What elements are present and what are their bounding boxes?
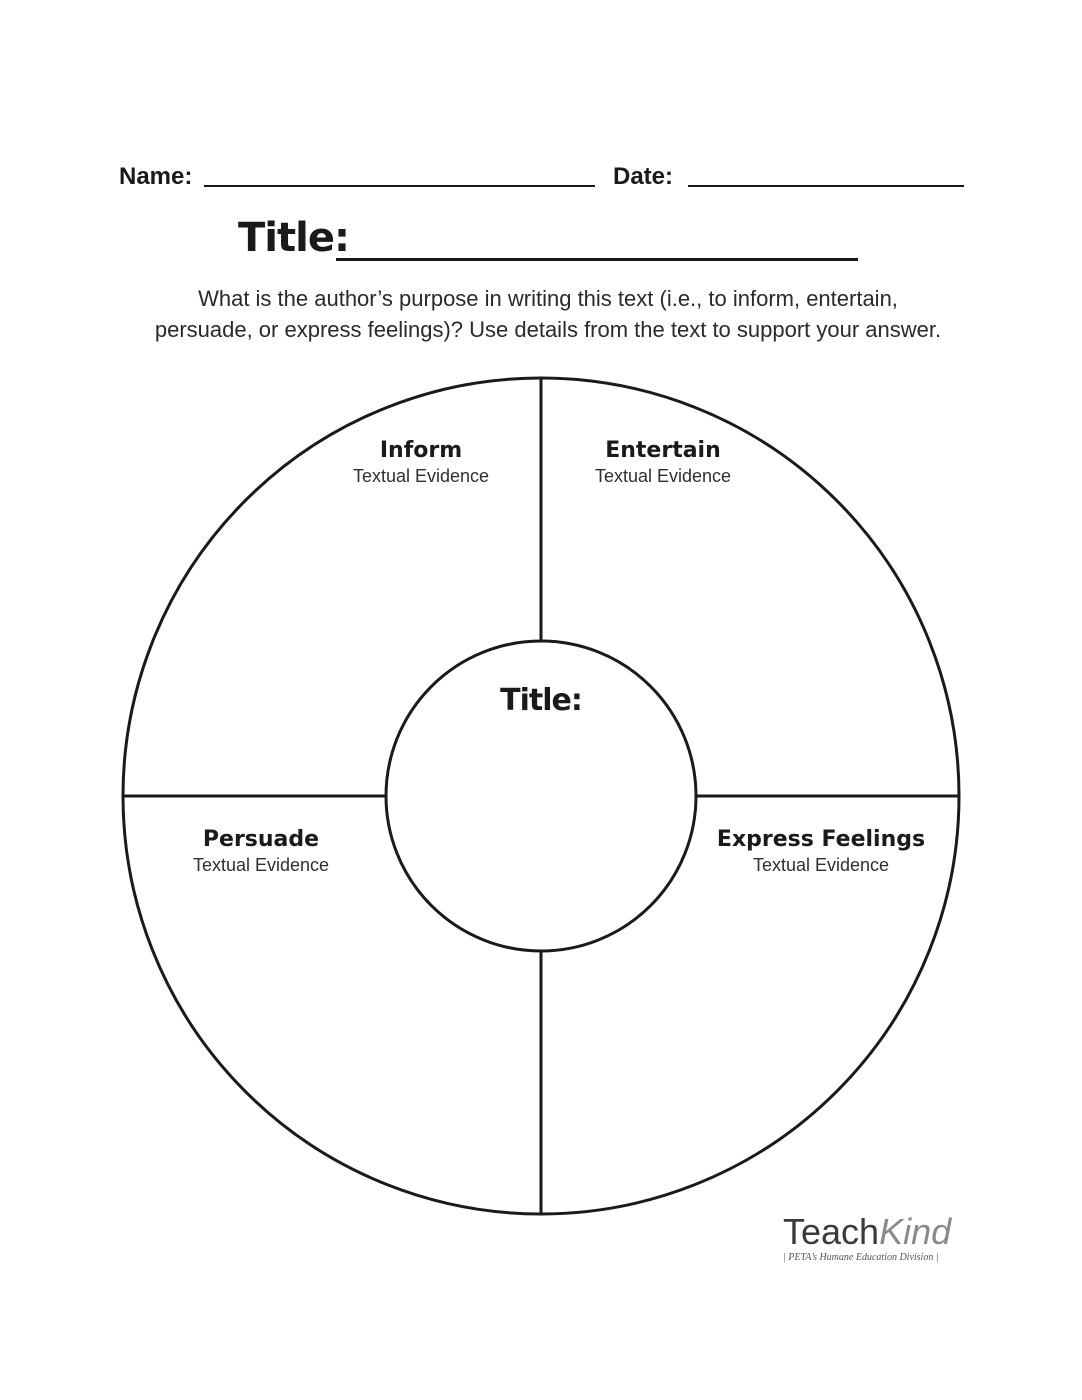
- logo-teach-text: Teach: [783, 1211, 880, 1252]
- teachkind-logo: [783, 1211, 973, 1263]
- quadrant-inform-title: Inform: [379, 438, 463, 463]
- quadrant-express-feelings-title: Express Feelings: [716, 827, 926, 852]
- center-title-label: Title:: [500, 683, 582, 718]
- logo-wordmark: [783, 1211, 973, 1252]
- quadrant-express-feelings-subtitle: Textual Evidence: [752, 855, 890, 875]
- quadrant-inform[interactable]: [291, 438, 551, 488]
- logo-tagline: | PETA’s Humane Education Division |: [783, 1252, 939, 1263]
- quadrant-inform-subtitle: Textual Evidence: [352, 466, 490, 486]
- instructions-line-2: persuade, or express feelings)? Use details from the text to support your answer.: [154, 317, 942, 342]
- name-label: Name:: [119, 163, 193, 190]
- quadrant-express-feelings[interactable]: [691, 827, 951, 877]
- logo-kind-text: Kind: [879, 1211, 952, 1252]
- quadrant-entertain-title: Entertain: [605, 438, 721, 463]
- quadrant-persuade-title: Persuade: [202, 827, 320, 852]
- quadrant-entertain-subtitle: Textual Evidence: [594, 466, 732, 486]
- instructions-line-1: What is the author’s purpose in writing this text (i.e., to inform, entertain,: [198, 286, 898, 311]
- quadrant-persuade-subtitle: Textual Evidence: [192, 855, 330, 875]
- quadrant-persuade[interactable]: [131, 827, 391, 877]
- quadrant-entertain[interactable]: [533, 438, 793, 488]
- page-title-label: Title:: [238, 215, 349, 261]
- date-label: Date:: [613, 163, 674, 190]
